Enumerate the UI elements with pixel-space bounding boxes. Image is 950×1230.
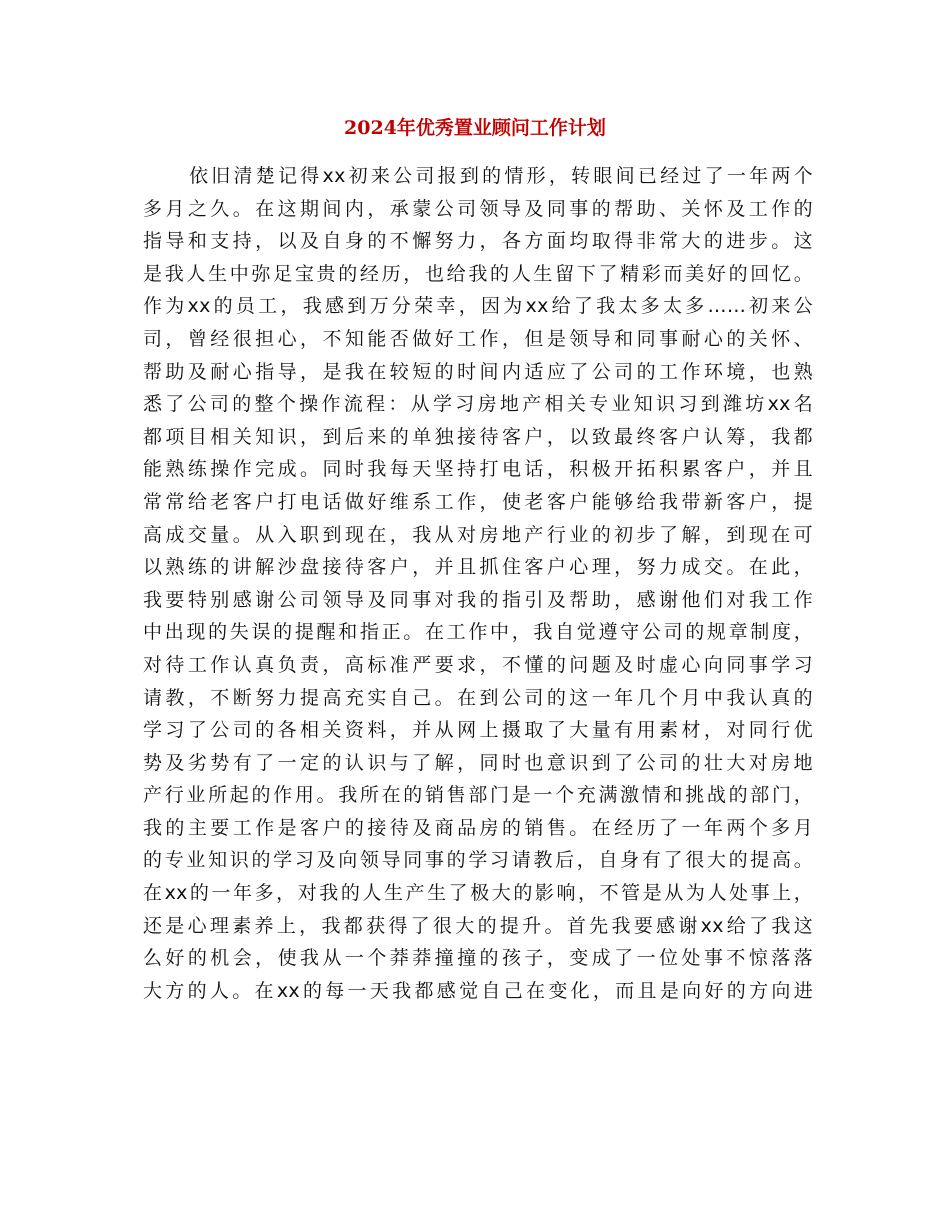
document-body: [143, 160, 813, 1007]
body-line: 帮助及耐心指导，是我在较短的时间内适应了公司的工作环境，也熟: [143, 360, 813, 383]
body-line: 的专业知识的学习及向领导同事的学习请教后，自身有了很大的提高。: [143, 849, 813, 872]
body-line: 作为xx的员工，我感到万分荣幸，因为xx给了我太多太多……初来公: [143, 295, 813, 318]
body-line: 都项目相关知识，到后来的单独接待客户，以致最终客户认筹，我都: [143, 425, 813, 448]
body-line: 以熟练的讲解沙盘接待客户，并且抓住客户心理，努力成交。在此，: [143, 556, 813, 579]
body-line: 中出现的失误的提醒和指正。在工作中，我自觉遵守公司的规章制度，: [143, 621, 813, 644]
body-line: 能熟练操作完成。同时我每天坚持打电话，积极开拓积累客户，并且: [143, 458, 813, 481]
body-line: 常常给老客户打电话做好维系工作，使老客户能够给我带新客户，提: [143, 490, 813, 513]
body-line: 势及劣势有了一定的认识与了解，同时也意识到了公司的壮大对房地: [143, 751, 813, 774]
body-line: 高成交量。从入职到现在，我从对房地产行业的初步了解，到现在可: [143, 523, 813, 546]
body-line: 对待工作认真负责，高标准严要求，不懂的问题及时虚心向同事学习: [143, 653, 813, 676]
body-line: 多月之久。在这期间内，承蒙公司领导及同事的帮助、关怀及工作的: [143, 197, 813, 220]
body-line: 还是心理素养上，我都获得了很大的提升。首先我要感谢xx给了我这: [143, 914, 813, 937]
document-title: 2024年优秀置业顾问工作计划: [344, 117, 606, 139]
body-line: 产行业所起的作用。我所在的销售部门是一个充满激情和挑战的部门，: [143, 784, 813, 807]
body-line: 学习了公司的各相关资料，并从网上摄取了大量有用素材，对同行优: [143, 719, 813, 742]
body-line: 大方的人。在xx的每一天我都感觉自己在变化，而且是向好的方向进: [143, 979, 813, 1002]
body-line: 悉了公司的整个操作流程：从学习房地产相关专业知识习到潍坊xx名: [143, 393, 813, 416]
body-line: 是我人生中弥足宝贵的经历，也给我的人生留下了精彩而美好的回忆。: [143, 262, 813, 285]
body-line: 我的主要工作是客户的接待及商品房的销售。在经历了一年两个多月: [143, 816, 813, 839]
body-line: 指导和支持，以及自身的不懈努力，各方面均取得非常大的进步。这: [143, 230, 813, 253]
body-line: 在xx的一年多，对我的人生产生了极大的影响，不管是从为人处事上，: [143, 882, 813, 905]
body-line: 我要特别感谢公司领导及同事对我的指引及帮助，感谢他们对我工作: [143, 588, 813, 611]
body-line: 么好的机会，使我从一个莽莽撞撞的孩子，变成了一位处事不惊落落: [143, 947, 813, 970]
body-line: 请教，不断努力提高充实自己。在到公司的这一年几个月中我认真的: [143, 686, 813, 709]
body-line: 依旧清楚记得xx初来公司报到的情形，转眼间已经过了一年两个: [189, 165, 813, 187]
body-line: 司，曾经很担心，不知能否做好工作，但是领导和同事耐心的关怀、: [143, 327, 813, 350]
